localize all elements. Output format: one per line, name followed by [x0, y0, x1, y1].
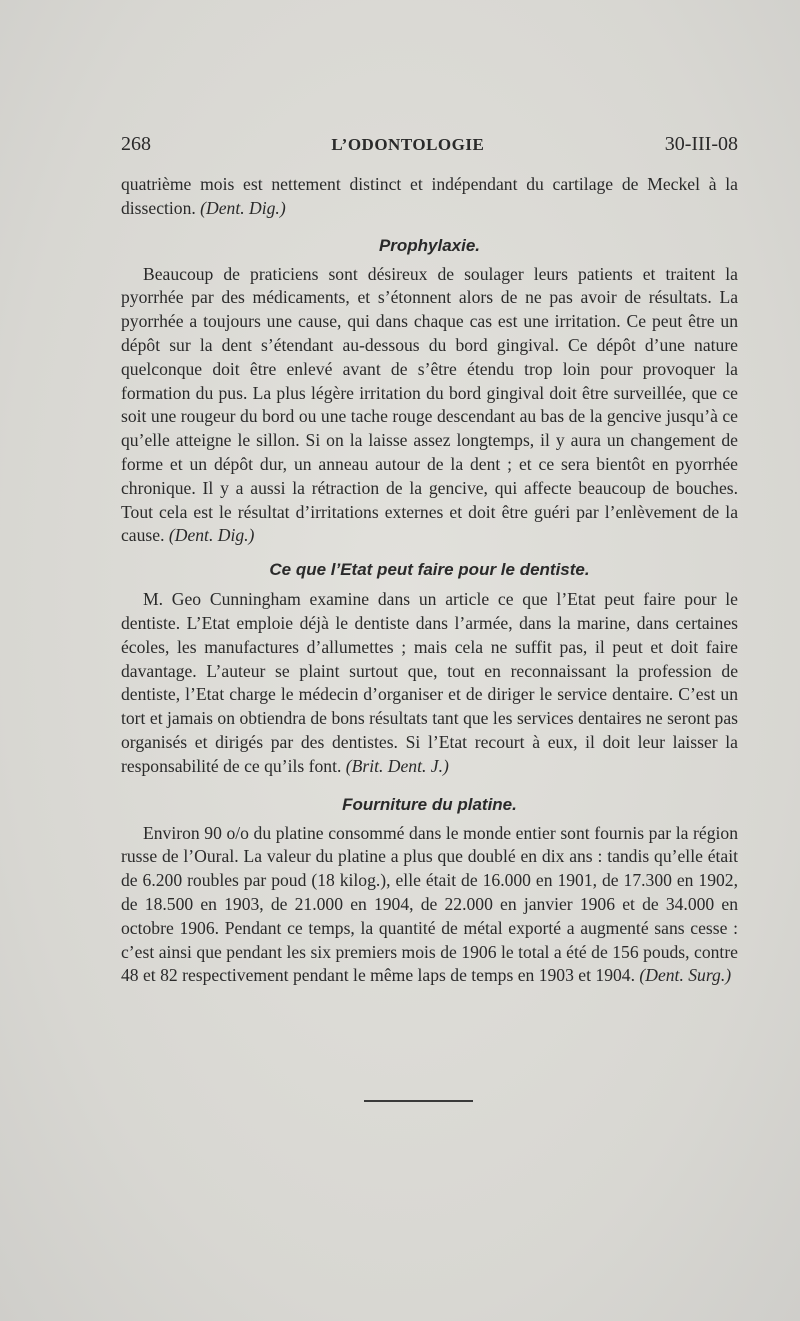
section-paragraph-prophylaxie	[121, 263, 738, 549]
section-paragraph-etat	[121, 588, 738, 778]
section-title-platine: Fourniture du platine.	[342, 794, 517, 814]
section-text: Environ 90 o/o du platine consommé dans le monde entier sont fournis par la région russe de l’Oural. La valeur du platine a plus que doublé en dix ans : tandis qu’elle était de 6.200 roubles par poud (18 kilog.), elle était de 16.000 en 1901, de 17.300 en 1902, de 18.500 en 1903, de 21.000 en 1904, de 22.000 en janvier 1906 et de 34.000 en octobre 1906. Pendant ce temps, la quantité de métal exporté a augmenté sans cesse : c’est ainsi que pendant les six premiers mois de 1906 le total a été de 156 pouds, contre 48 et 82 respectivement pendant le même laps de temps en 1903 et 1904.	[121, 822, 738, 986]
page-number: 268	[121, 133, 151, 155]
intro-text: quatrième mois est nettement distinct et indépendant du cartilage de Meckel à la dissection.	[121, 174, 738, 218]
end-rule	[364, 1100, 473, 1102]
issue-date: 30-III-08	[664, 133, 738, 155]
page-content	[121, 133, 738, 988]
running-header	[121, 133, 738, 173]
intro-source: (Dent. Dig.)	[200, 197, 286, 218]
section-source: (Brit. Dent. J.)	[345, 755, 449, 776]
section-paragraph-platine	[121, 822, 738, 989]
section-text: M. Geo Cunningham examine dans un article ce que l’Etat peut faire pour le dentiste. L’Etat emploie déjà le dentiste dans l’armée, dans la marine, dans certaines écoles, les manufactures d’allumettes ; mais cela ne suffit pas, il peut et doit faire davantage. L’auteur se plaint surtout que, tout en reconnaissant la profession de dentiste, l’Etat charge le médecin d’organiser et de diriger le service dentaire. C’est un tort et jamais on obtiendra de bons résultats tant que les services dentaires ne seront pas organisés et dirigés par des dentistes. Si l’Etat recourt à eux, il doit leur laisser la responsabilité de ce qu’ils font.	[121, 589, 738, 776]
section-title-prophylaxie: Prophylaxie.	[378, 235, 481, 255]
journal-title: L’ODONTOLOGIE	[331, 135, 485, 154]
section-title-etat: Ce que l’Etat peut faire pour le dentiste.	[269, 560, 590, 580]
section-text: Beaucoup de praticiens sont désireux de soulager leurs patients et traitent la pyorrhée par des médicaments, et s’étonnent alors de ne pas avoir de résultats. La pyorrhée a toujours une cause, qui dans chaque cas est une irritation. Ce peut être un dépôt sur la dent s’étendant au-dessous du bord gingival. Ce dépôt d’une nature quelconque doit être enlevé avant de s’être étendu trop loin pour provoquer la formation du pus. La plus légère irritation du bord gingival doit être surveillée, que ce soit une rougeur du bord ou une tache rouge descendant au bas de la gencive jusqu’à ce qu’elle atteigne le sillon. Si on la laisse assez longtemps, il y aura un changement de forme et un dépôt dur, un anneau autour de la dent ; et ce sera bientôt en pyorrhée chronique. Il y a aussi la rétraction de la gencive, qui affecte beaucoup de bouches. Tout cela est le résultat d’irritations externes et doit être guéri par l’enlèvement de la cause.	[121, 263, 738, 546]
intro-paragraph	[121, 173, 738, 221]
section-source: (Dent. Surg.)	[639, 965, 732, 986]
section-source: (Dent. Dig.)	[168, 525, 255, 546]
